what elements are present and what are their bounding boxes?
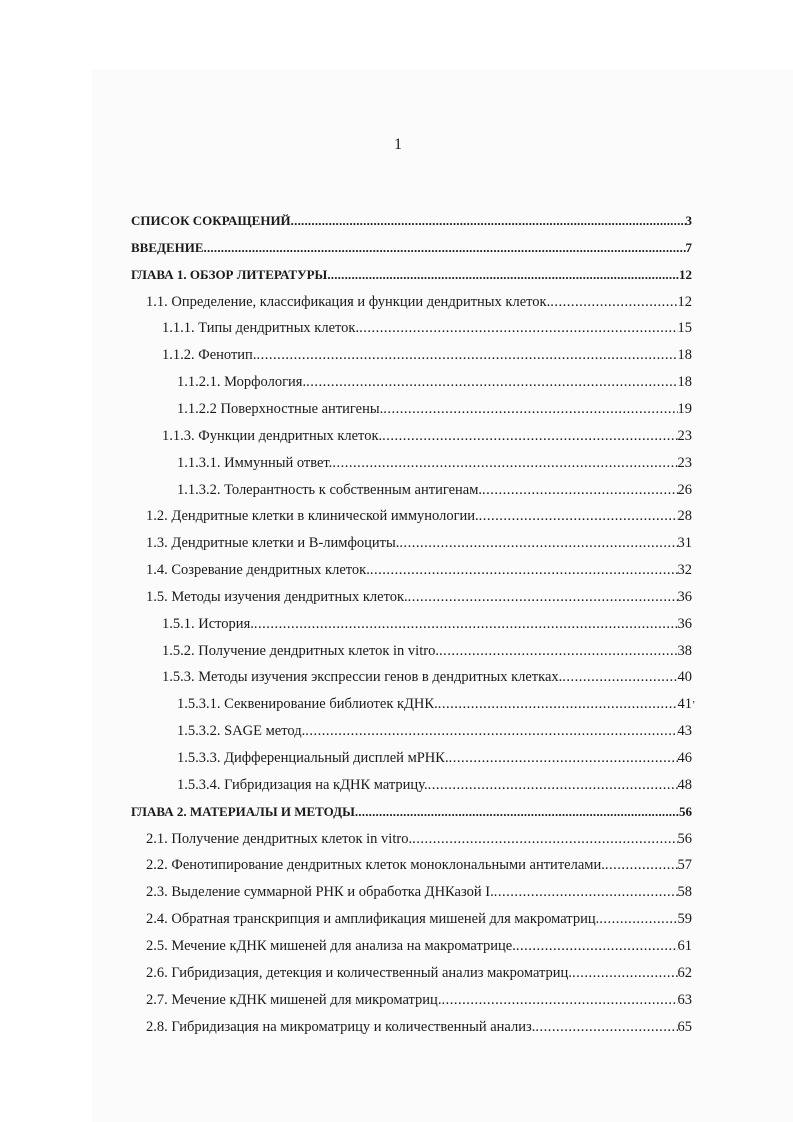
toc-entry[interactable]: [131, 238, 692, 258]
toc-entry-page: 19: [677, 400, 692, 417]
toc-entry-page: 31: [677, 535, 692, 552]
toc-entry-page: 12: [677, 293, 692, 310]
toc-entry-page: 38: [677, 642, 692, 659]
toc-entry-title: 1.5.3.3. Дифференциальный дисплей мРНК.: [177, 750, 449, 766]
toc-entry-title: 1.1.2. Фенотип.: [162, 347, 257, 364]
toc-entry-title: 1.1.2.1. Морфология.: [177, 374, 307, 391]
toc-leader-dots: [494, 882, 678, 902]
toc-leader-dots: [562, 667, 677, 687]
page-number: 1: [394, 136, 402, 153]
toc-entry-page: 12: [679, 266, 692, 282]
toc-entry[interactable]: [162, 345, 692, 365]
toc-entry[interactable]: [177, 399, 692, 419]
toc-entry-title: 2.4. Обратная транскрипция и амплификация мишеней для макроматриц.: [146, 911, 600, 928]
toc-leader-dots: [412, 829, 677, 849]
toc-entry-title: 2.5. Мечение кДНК мишеней для анализа на макроматрице.: [146, 937, 516, 954]
toc-entry-page: 18: [677, 347, 692, 364]
toc-entry-page: 43: [677, 723, 692, 740]
toc-entry-title: 1.5.3. Методы изучения экспрессии генов в дендритных клетках.: [162, 669, 563, 686]
toc-entry-page: 57: [677, 857, 692, 874]
toc-leader-dots: [441, 990, 677, 1010]
toc-entry-page: 56: [677, 830, 692, 847]
toc-entry[interactable]: [162, 318, 692, 338]
toc-leader-dots: [516, 936, 678, 956]
toc-entry[interactable]: [162, 426, 692, 446]
toc-leader-dots: [305, 721, 677, 741]
scan-artifact-mark: ’: [692, 700, 696, 711]
toc-entry-page: 58: [677, 884, 692, 901]
toc-leader-dots: [550, 292, 677, 312]
toc-entry-title: ГЛАВА 2. МАТЕРИАЛЫ И МЕТОДЫ: [131, 803, 355, 819]
toc-entry-title: 1.5.3.1. Секвенирование библиотек кДНК.: [177, 696, 438, 713]
toc-entry-page: 18: [677, 374, 692, 391]
toc-leader-dots: [254, 614, 678, 634]
toc-leader-dots: [306, 372, 677, 392]
toc-entry[interactable]: [146, 506, 692, 526]
toc-entry-title: 1.1.3.2. Толерантность к собственным антигенам.: [177, 481, 483, 498]
toc-leader-dots: [605, 855, 678, 875]
toc-entry-page: 23: [677, 454, 692, 471]
toc-entry-title: 2.2. Фенотипирование дендритных клеток моноклональными антителами.: [146, 857, 605, 874]
toc-entry-title: 1.5.3.4. Гибридизация на кДНК матрицу.: [177, 776, 428, 793]
toc-leader-dots: [382, 426, 677, 446]
toc-entry-page: 65: [677, 1018, 692, 1035]
toc-entry[interactable]: [177, 694, 692, 714]
toc-entry-title: 2.3. Выделение суммарной РНК и обработка ДНКазой I.: [146, 884, 494, 901]
toc-entry[interactable]: [146, 990, 692, 1010]
toc-entry[interactable]: [146, 292, 692, 312]
toc-leader-dots: [399, 533, 677, 553]
toc-entry-title: 1.4. Созревание дендритных клеток.: [146, 562, 370, 579]
toc-leader-dots: [332, 453, 677, 473]
toc-leader-dots: [327, 265, 679, 285]
toc-entry[interactable]: [131, 265, 692, 285]
toc-leader-dots: [599, 909, 677, 929]
toc-leader-dots: [355, 802, 679, 822]
toc-entry[interactable]: [146, 587, 692, 607]
toc-entry[interactable]: [146, 560, 692, 580]
toc-entry-page: 41: [677, 696, 692, 713]
toc-entry[interactable]: [146, 882, 692, 902]
toc-entry-title: 1.5.2. Получение дендритных клеток in vitro.: [162, 642, 439, 659]
toc-entry[interactable]: [131, 211, 692, 231]
toc-leader-dots: [572, 963, 678, 983]
toc-entry-title: 1.5.1. История.: [162, 615, 254, 632]
toc-entry-title: 1.2. Дендритные клетки в клинической иммунологии.: [146, 508, 479, 525]
toc-entry-page: 3: [685, 213, 692, 228]
toc-leader-dots: [438, 694, 678, 714]
toc-entry-page: 46: [677, 750, 692, 766]
toc-leader-dots: [359, 318, 677, 338]
toc-leader-dots: [479, 506, 678, 526]
toc-entry-title: 1.3. Дендритные клетки и В-лимфоциты.: [146, 535, 400, 552]
toc-entry-page: 7: [685, 239, 692, 255]
toc-leader-dots: [482, 480, 677, 500]
toc-entry[interactable]: [177, 721, 692, 741]
toc-entry-title: 1.5. Методы изучения дендритных клеток.: [146, 588, 408, 605]
toc-entry[interactable]: [177, 748, 692, 768]
toc-leader-dots: [204, 238, 686, 258]
toc-entry[interactable]: [146, 533, 692, 553]
toc-entry[interactable]: [177, 480, 692, 500]
toc-entry[interactable]: [146, 963, 692, 983]
toc-entry[interactable]: [177, 775, 692, 795]
toc-leader-dots: [408, 587, 678, 607]
toc-entry-page: 28: [677, 508, 692, 525]
toc-entry-title: 1.1.3.1. Иммунный ответ.: [177, 454, 333, 471]
toc-leader-dots: [428, 775, 678, 795]
toc-entry-title: 1.1.1. Типы дендритных клеток.: [162, 320, 360, 337]
toc-entry-title: ГЛАВА 1. ОБЗОР ЛИТЕРАТУРЫ: [131, 266, 328, 282]
toc-entry[interactable]: [131, 802, 692, 822]
toc-entry[interactable]: [146, 1017, 692, 1037]
toc-entry-title: 2.6. Гибридизация, детекция и количественный анализ макроматриц.: [146, 964, 572, 981]
toc-leader-dots: [439, 641, 678, 661]
toc-entry-title: 1.1.2.2 Поверхностные антигены.: [177, 400, 384, 417]
toc-entry-page: 23: [677, 427, 692, 444]
toc-entry-page: 36: [677, 615, 692, 632]
toc-entry-title: ВВЕДЕНИЕ: [131, 239, 204, 255]
toc-entry[interactable]: [146, 855, 692, 875]
toc-entry-title: 2.7. Мечение кДНК мишеней для микроматриц.: [146, 991, 442, 1008]
toc-entry[interactable]: [146, 936, 692, 956]
toc-entry[interactable]: [146, 829, 692, 849]
toc-entry-page: 62: [677, 964, 692, 981]
toc-entry-page: 56: [679, 803, 692, 819]
toc-entry-title: 1.1. Определение, классификация и функции дендритных клеток.: [146, 293, 551, 310]
toc-entry-title: 2.1. Получение дендритных клеток in vitro.: [146, 830, 413, 847]
toc-entry-page: 32: [677, 562, 692, 579]
toc-leader-dots: [383, 399, 677, 419]
toc-entry-page: 63: [677, 991, 692, 1008]
toc-leader-dots: [291, 211, 686, 231]
toc-entry-title: 1.5.3.2. SAGE метод.: [177, 723, 306, 740]
toc-entry-title: 2.8. Гибридизация на микроматрицу и количественный анализ.: [146, 1018, 536, 1035]
toc-entry[interactable]: [177, 372, 692, 392]
toc-entry-page: 61: [677, 937, 692, 954]
toc-leader-dots: [370, 560, 678, 580]
toc-entry-page: 48: [677, 776, 692, 793]
toc-entry-page: 59: [677, 911, 692, 928]
toc-leader-dots: [256, 345, 677, 365]
toc-entry-page: 15: [677, 320, 692, 337]
toc-leader-dots: [449, 748, 678, 768]
toc-entry-title: СПИСОК СОКРАЩЕНИЙ: [131, 213, 291, 228]
toc-entry[interactable]: [146, 909, 692, 929]
toc-entry[interactable]: [177, 453, 692, 473]
toc-entry-page: 26: [677, 481, 692, 498]
toc-entry-page: 40: [677, 669, 692, 686]
toc-entry-page: 36: [677, 588, 692, 605]
toc-entry[interactable]: [162, 641, 692, 661]
toc-entry[interactable]: [162, 614, 692, 634]
toc-entry[interactable]: [162, 667, 692, 687]
toc-entry-title: 1.1.3. Функции дендритных клеток.: [162, 427, 383, 444]
toc-leader-dots: [535, 1017, 677, 1037]
